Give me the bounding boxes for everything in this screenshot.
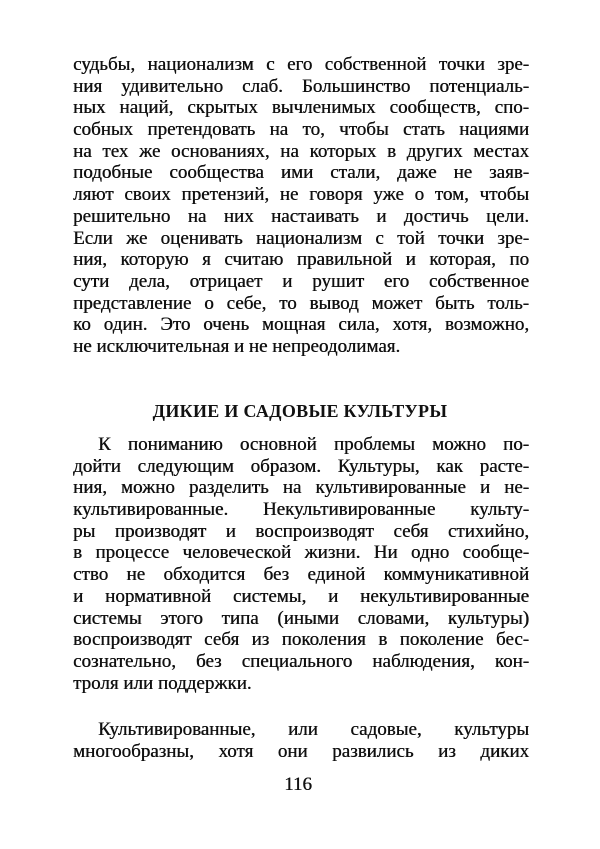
paragraph-1 [73,54,529,358]
text-line: не исключительная и не непреодолимая. [73,335,401,357]
text-line: ния удивительно слаб. Большинство потенциаль- [73,75,529,97]
text-line: троля или поддержки. [73,672,252,694]
text-line: Культивированные, или садовые, культуры [98,719,529,740]
text-line: ры производят и воспроизводят себя стихийно, [73,520,529,542]
text-line: сознательно, без специального наблюдения, кон- [73,650,529,672]
text-line: в процессе человеческой жизни. Ни одно сообще- [73,542,529,564]
text-line: Если же оценивать национализм с той точки зре- [73,227,529,249]
text-line: многообразны, хотя они развились из диких [73,740,529,762]
section-heading: ДИКИЕ И САДОВЫЕ КУЛЬТУРЫ [152,401,448,421]
text-line: сути дела, отрицает и рушит его собственное [73,270,529,292]
text-line: К пониманию основной проблемы можно по- [98,434,529,455]
text-line: судьбы, национализм с его собственной точки зре- [73,54,529,75]
text-line: ко один. Это очень мощная сила, хотя, возможно, [73,314,529,336]
paragraph-2 [73,434,529,694]
text-line: решительно на них настаивать и достичь цели. [73,205,529,227]
text-line: ных наций, скрытых вычленимых сообществ, спо- [73,97,529,119]
text-line: ния, можно разделить на культивированные и не- [73,477,529,499]
paragraph-3 [73,719,529,762]
text-line: подобные сообщества ими стали, даже не заяв- [73,162,529,184]
text-line: ния, которую я считаю правильной и которая, по [73,249,529,271]
text-line: культивированные. Некультивированные культу- [73,499,529,521]
text-line: воспроизводят себя из поколения в поколение бес- [73,629,529,651]
text-line: ляют своих претензий, не говоря уже о том, чтобы [73,184,529,206]
text-line: ство не обходится без единой коммуникативной [73,564,529,586]
text-line: представление о себе, то вывод может быть толь- [73,292,529,314]
page-number: 116 [284,774,312,795]
text-line: на тех же основаниях, на которых в других местах [73,140,529,162]
text-line: и нормативной системы, и некультивированные [73,585,529,607]
text-line: системы этого типа (иными словами, культуры) [73,607,529,629]
text-line: собных претендовать на то, чтобы стать нациями [73,119,529,141]
text-line: дойти следующим образом. Культуры, как расте- [73,455,529,477]
